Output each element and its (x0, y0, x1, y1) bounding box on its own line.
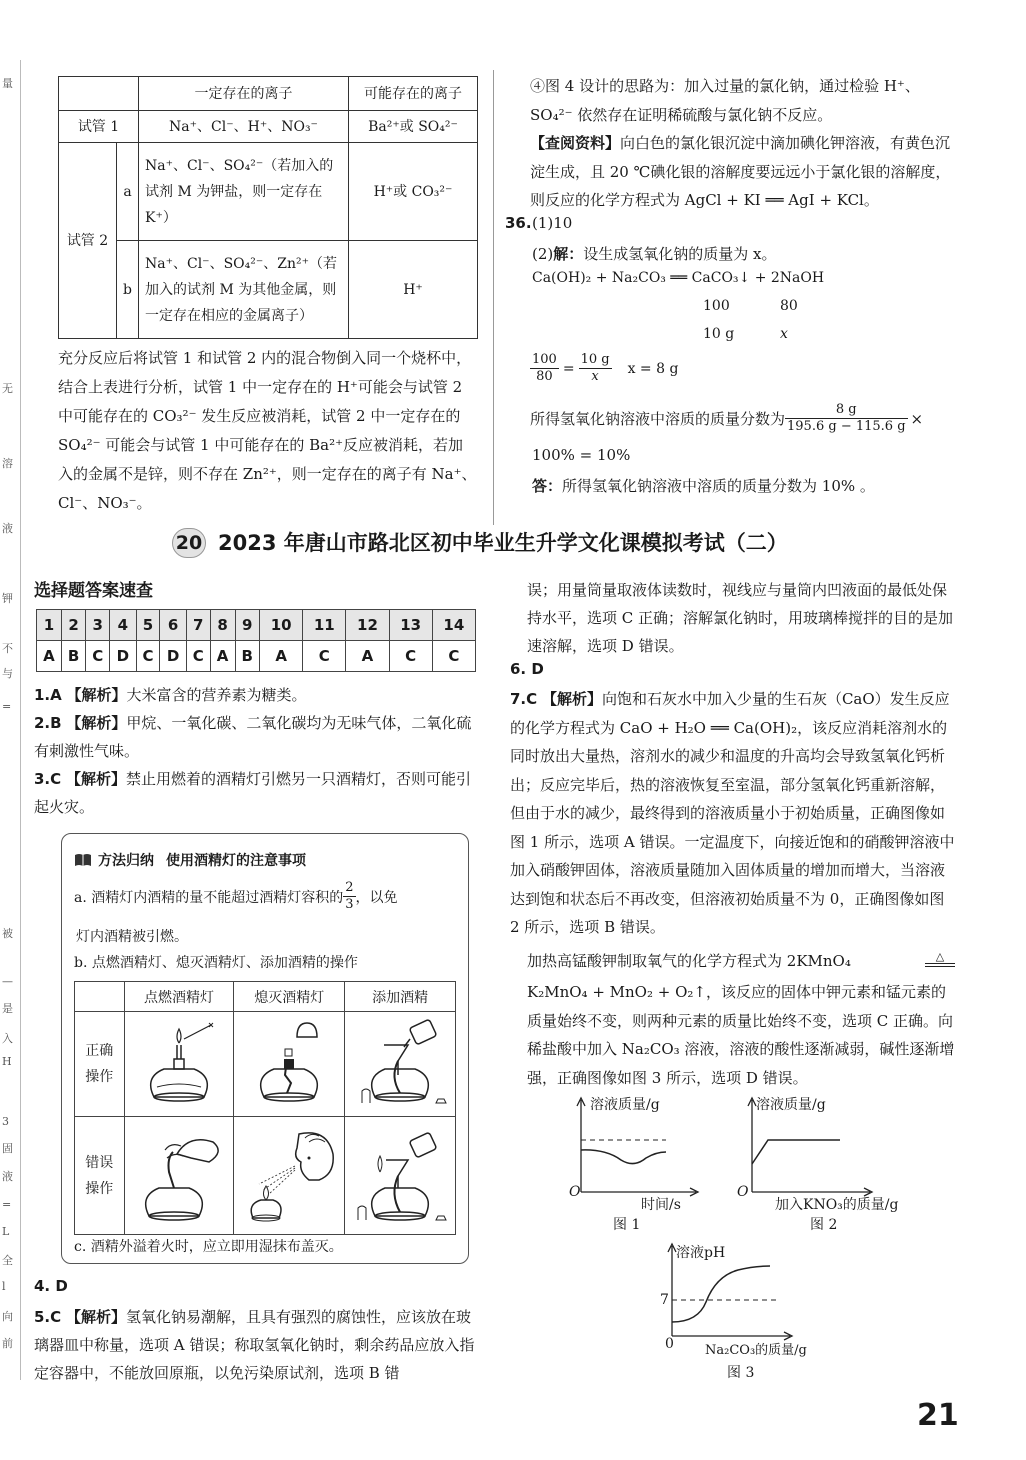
ion-table-header: 一定存在的离子 (139, 77, 349, 111)
col-header: 熄灭酒精灯 (234, 982, 345, 1012)
graph-2-x-label: 加入KNO₃的质量/g (775, 1197, 899, 1213)
margin-char: H (2, 1055, 12, 1068)
ion-table-sub-label: b (117, 241, 139, 339)
answer-letter-cell: A (346, 641, 389, 672)
graph-1 (566, 1094, 706, 1230)
q-analysis: 禁止用燃着的酒精灯引燃另一只酒精灯，否则可能引起火灾。 (34, 770, 471, 816)
col-header: 添加酒精 (345, 982, 456, 1012)
q-number: 3. (34, 770, 51, 788)
margin-char: 液 (2, 1170, 13, 1183)
ratio-den: x (591, 369, 599, 384)
mass-fraction (785, 402, 908, 435)
blowing-face-icon (239, 1124, 339, 1224)
correct-add-alcohol-illustration (345, 1012, 456, 1117)
q-analysis: 氢氧化钠易潮解，且具有强烈的腐蚀性，应该放在玻璃器皿中称量，选项 A 错误；称取氢氧化钠时，剩余药品应放入指定容器中，不能放回原瓶，以免污染原试剂，选项 B 错 (34, 1308, 475, 1382)
ratio-num: 100 (532, 352, 557, 367)
ion-table-cell: Ba²⁺或 SO₄²⁻ (349, 111, 478, 143)
q-number: 2. (34, 714, 51, 732)
answer-letter-cell: D (110, 641, 137, 672)
margin-char: 入 (2, 1032, 13, 1045)
answer-letter-cell: C (432, 641, 475, 672)
ion-table-sub-label: a (117, 143, 139, 241)
answer-letter-cell: D (160, 641, 187, 672)
reaction-equation: Ca(OH)₂ + Na₂CO₃ ══ CaCO₃↓ + 2NaOH (532, 270, 825, 286)
frac-den: 3 (345, 897, 354, 912)
section-title: 2023 年唐山市路北区初中毕业生升学文化课模拟考试（二） (218, 531, 788, 555)
equals-sign: = (562, 360, 575, 377)
graph-2-y-label: 溶液质量/g (756, 1097, 826, 1113)
ion-table-cell: H⁺ (349, 241, 478, 339)
mass-fraction-den: 195.6 g − 115.6 g (787, 419, 906, 434)
method-box-header (74, 850, 306, 870)
analysis-tag: 【解析】 (541, 690, 602, 708)
ratio-num: 10 g (580, 352, 610, 367)
analysis-tag: 【解析】 (65, 770, 126, 788)
answer-num-cell: 6 (160, 610, 187, 641)
ratio-fraction-1 (530, 352, 559, 385)
graph-1-y-label: 溶液质量/g (590, 1097, 660, 1113)
margin-char: 全 (2, 1254, 13, 1267)
graph-2-caption: 图 2 (810, 1217, 838, 1233)
correct-extinguish-illustration (234, 1012, 345, 1117)
answer-line (532, 475, 875, 496)
margin-char: 被 (2, 927, 13, 940)
answer-letter-cell: A (210, 641, 235, 672)
answer-letter-cell: C (86, 641, 110, 672)
margin-char: 钾 (2, 592, 13, 605)
frac-num: 2 (345, 880, 354, 895)
graph-3-curve (672, 1266, 770, 1322)
q-answer: C (50, 770, 62, 788)
molar-mass-2: 80 (780, 298, 798, 314)
ratio-fraction-2 (579, 352, 612, 385)
lamp-operation-table (74, 981, 456, 1235)
answer-num-cell: 2 (61, 610, 86, 641)
mass-fraction-result: 100% = 10% (532, 446, 631, 464)
lookup-label: 【查阅资料】 (530, 134, 621, 152)
graph-1-caption: 图 1 (613, 1217, 641, 1233)
graph-1-x-label: 时间/s (641, 1197, 681, 1213)
answer-table (36, 609, 476, 672)
q-number: 5. (34, 1308, 51, 1326)
lamp-cap-icon (239, 1017, 339, 1107)
answer-letter-cell: C (136, 641, 160, 672)
q-answer: A (50, 686, 62, 704)
ion-table-row-label: 试管 2 (59, 143, 117, 339)
margin-char: 3 (2, 1115, 9, 1128)
q-answer: B (50, 714, 62, 732)
answer-text: 所得氢氧化钠溶液中溶质的质量分数为 10% 。 (562, 477, 875, 495)
analysis-tag: 【解析】 (66, 686, 127, 704)
lamp-lighting-icon (129, 1017, 229, 1107)
ion-table-header: 可能存在的离子 (349, 77, 478, 111)
answer-num-cell: 8 (210, 610, 235, 641)
lamp-to-lamp-icon (129, 1124, 229, 1224)
q-number: 1. (34, 686, 51, 704)
design-idea-paragraph: ④图 4 设计的思路为：加入过量的氯化钠，通过检验 H⁺、SO₄²⁻ 依然存在证明稀硫酸与氯化钠不反应。 (530, 77, 920, 124)
margin-char: 与 (2, 667, 13, 680)
method-item-a (74, 880, 398, 913)
graph-3-seven: 7 (660, 1292, 669, 1308)
row-label-wrong: 错误操作 (75, 1117, 125, 1235)
column-divider (493, 70, 494, 525)
kmno4-paragraph: K₂MnO₄ + MnO₂ + O₂↑，该反应的固体中钾元素和锰元素的质量始终不变，则两种元素的质量比始终不变，选项 C 正确。向稀盐酸中加入 Na₂CO₃ 溶液，溶液的酸性逐渐减弱，碱性逐渐增强，正确图像如图 3 所示，选项 D 错误。 (527, 983, 955, 1087)
heat-arrow (925, 951, 955, 971)
method-item-c: c. 酒精外溢着火时，应立即用湿抹布盖灭。 (74, 1239, 343, 1255)
molar-mass-1: 100 (703, 298, 730, 314)
graph-1-origin: O (569, 1184, 581, 1200)
col-header: 点燃酒精灯 (124, 982, 234, 1012)
kmno4-text: 加热高锰酸钾制取氧气的化学方程式为 2KMnO₄ (527, 952, 851, 970)
graph-2-origin: O (737, 1184, 749, 1200)
q-analysis: 向饱和石灰水中加入少量的生石灰（CaO）发生反应的化学方程式为 CaO + H₂O ══ Ca(OH)₂，该反应消耗溶剂水的同时放出大量热，溶剂水的减少和温度的升高均会导致氢氧化钙析出；反应完毕后，热的溶液恢复至室温，部分氢氧化钙重新溶解，但由于水的减少，最终得到的溶液质量小于初始质量，正确图像如图 1 所示，选项 A 错误。一定温度下，向接近饱和的硝酸钾溶液中加入硝酸钾固体，溶液质量随加入固体质量的增加而增大，当溶液达到饱和状态后不再改变，但溶液初始质量不为 0，正确图像如图 2 所示，选项 B 错误。 (510, 690, 955, 936)
margin-char: 量 (2, 77, 13, 90)
q4-answer: 4. D (34, 1277, 68, 1295)
answer-letter-cell: A (260, 641, 303, 672)
answer-letter-cell: C (389, 641, 432, 672)
wrong-extinguish-illustration (234, 1117, 345, 1235)
funnel-lit-lamp-icon (350, 1124, 450, 1224)
method-a-text2: ，以免 (355, 889, 398, 906)
answer-num-cell: 7 (186, 610, 210, 641)
method-a-text: a. 酒精灯内酒精的量不能超过酒精灯容积的 (74, 889, 344, 906)
margin-char: 液 (2, 522, 13, 535)
margin-char: l (2, 1280, 6, 1293)
margin-char: 溶 (2, 457, 13, 470)
graph-3-caption: 图 3 (727, 1365, 755, 1381)
funnel-pour-icon (350, 1017, 450, 1107)
graph-3-origin: 0 (665, 1336, 674, 1352)
margin-char: = (2, 700, 12, 713)
margin-char: — (2, 975, 13, 988)
ion-table-row-label: 试管 1 (59, 111, 139, 143)
ion-table-cell: Na⁺、Cl⁻、H⁺、NO₃⁻ (139, 111, 349, 143)
ion-table-cell: Na⁺、Cl⁻、SO₄²⁻、Zn²⁺（若加入的试剂 M 为其他金属，则一定存在相应的金属离子） (139, 241, 349, 339)
analysis-paragraph: 充分反应后将试管 1 和试管 2 内的混合物倒入同一个烧杯中，结合上表进行分析，试管 1 中一定存在的 H⁺可能会与试管 2 中可能存在的 CO₃²⁻ 发生反应被消耗，试管 2 中一定存在的 SO₄²⁻ 可能会与试管 1 中可能存在的 Ba²⁺反应被消耗，若加入的金属不是锌，则不存在 Zn²⁺，则一定存在的离子有 Na⁺、Cl⁻、NO₃⁻。 (58, 349, 477, 512)
answer-num-cell: 9 (235, 610, 260, 641)
method-box-subtitle: 使用酒精灯的注意事项 (166, 853, 306, 869)
answer-num-cell: 1 (37, 610, 62, 641)
solve-label: 解： (553, 245, 584, 263)
q-number: 7. (510, 690, 527, 708)
mass-fraction-num: 8 g (785, 402, 908, 419)
answer-label: 答： (532, 477, 563, 495)
q36-part2-label: (2) (532, 245, 554, 263)
margin-char: 不 (2, 642, 13, 655)
correct-light-illustration (124, 1012, 234, 1117)
answer-letter-cell: C (303, 641, 346, 672)
page-number: 21 (917, 1398, 959, 1433)
q36-part1: (1)10 (532, 214, 573, 232)
answer-num-cell: 13 (389, 610, 432, 641)
margin-char: = (2, 1198, 12, 1211)
answer-letter-cell: A (37, 641, 62, 672)
margin-char: 固 (2, 1142, 13, 1155)
answer-num-cell: 11 (303, 610, 346, 641)
q-analysis: 大米富含的营养素为糖类。 (126, 686, 307, 704)
graph-2-curve (752, 1140, 840, 1164)
ion-table-cell: Na⁺、Cl⁻、SO₄²⁻（若加入的试剂 M 为钾盐，则一定存在 K⁺） (139, 143, 349, 241)
answer-num-cell: 12 (346, 610, 389, 641)
q7-block (510, 685, 955, 942)
method-item-b: b. 点燃酒精灯、熄灭酒精灯、添加酒精的操作 (74, 955, 358, 971)
margin-char: 前 (2, 1337, 13, 1350)
wrong-add-alcohol-illustration (345, 1117, 456, 1235)
q-analysis: 甲烷、一氧化碳、二氧化碳均为无味气体，二氧化硫有刺激性气味。 (34, 714, 472, 760)
answer-num-cell: 5 (136, 610, 160, 641)
ratio-den: 80 (536, 369, 553, 384)
analysis-tag: 【解析】 (65, 1308, 126, 1326)
q36-part2 (532, 243, 777, 264)
graph-3-y-label: 溶液pH (676, 1245, 726, 1261)
analysis-tag: 【解析】 (66, 714, 127, 732)
times-sign: × (910, 409, 924, 428)
lookup-paragraph: 向白色的氯化银沉淀中滴加碘化钾溶液，有黄色沉淀生成，且 20 ℃碘化银的溶解度要远远小于氯化银的溶解度，则反应的化学方程式为 AgCl + KI ══ AgI + KCl。 (530, 134, 951, 209)
q6-answer: 6. D (510, 660, 544, 678)
q5-block (34, 1303, 480, 1387)
two-thirds-fraction (343, 880, 355, 913)
answer-letter-cell: C (186, 641, 210, 672)
q36-number: 36. (505, 214, 532, 232)
row-label-correct: 正确操作 (75, 1012, 125, 1117)
section-badge: 20 (172, 528, 206, 558)
right-top-block (530, 72, 956, 215)
questions-block (34, 681, 480, 821)
ion-table-cell: H⁺或 CO₃²⁻ (349, 143, 478, 241)
mass-fraction-text: 所得氢氧化钠溶液中溶质的质量分数为 (530, 410, 786, 428)
unknown-x: x (780, 326, 788, 342)
answer-num-cell: 14 (432, 610, 475, 641)
ratio-equation (530, 352, 678, 385)
answer-num-cell: 4 (110, 610, 137, 641)
graph-1-curve (581, 1150, 666, 1164)
answer-letter-cell: B (61, 641, 86, 672)
answer-letter-cell: B (235, 641, 260, 672)
method-a-text3: 灯内酒精被引燃。 (76, 929, 188, 945)
ratio-result: x = 8 g (627, 360, 679, 377)
answer-num-cell: 3 (86, 610, 110, 641)
given-mass: 10 g (703, 326, 735, 342)
margin-char: 无 (2, 382, 13, 395)
margin-char: L (2, 1225, 10, 1238)
answer-table-title: 选择题答案速查 (34, 581, 153, 601)
method-box-title: 方法归纳 (98, 853, 154, 869)
q36-part2-text: 设生成氢氧化钠的质量为 x。 (583, 245, 777, 263)
q5-continued: 误；用量筒量取液体读数时，视线应与量筒内凹液面的最低处保持水平，选项 C 正确；溶解氯化钠时，用玻璃棒搅拌的目的是加速溶解，选项 D 错误。 (527, 581, 954, 655)
wrong-light-illustration (124, 1117, 234, 1235)
delta-icon: △ (935, 950, 945, 963)
kmno4-line (527, 950, 955, 971)
margin-char: 是 (2, 1002, 13, 1015)
q-answer: C (50, 1308, 62, 1326)
ion-table (58, 76, 478, 339)
graph-3-x-label: Na₂CO₃的质量/g (705, 1343, 807, 1358)
answer-num-cell: 10 (260, 610, 303, 641)
book-icon (74, 853, 92, 867)
q-answer: C (526, 690, 538, 708)
margin-line (20, 60, 21, 1380)
mass-fraction-line (530, 402, 923, 435)
margin-char: 向 (2, 1310, 13, 1323)
